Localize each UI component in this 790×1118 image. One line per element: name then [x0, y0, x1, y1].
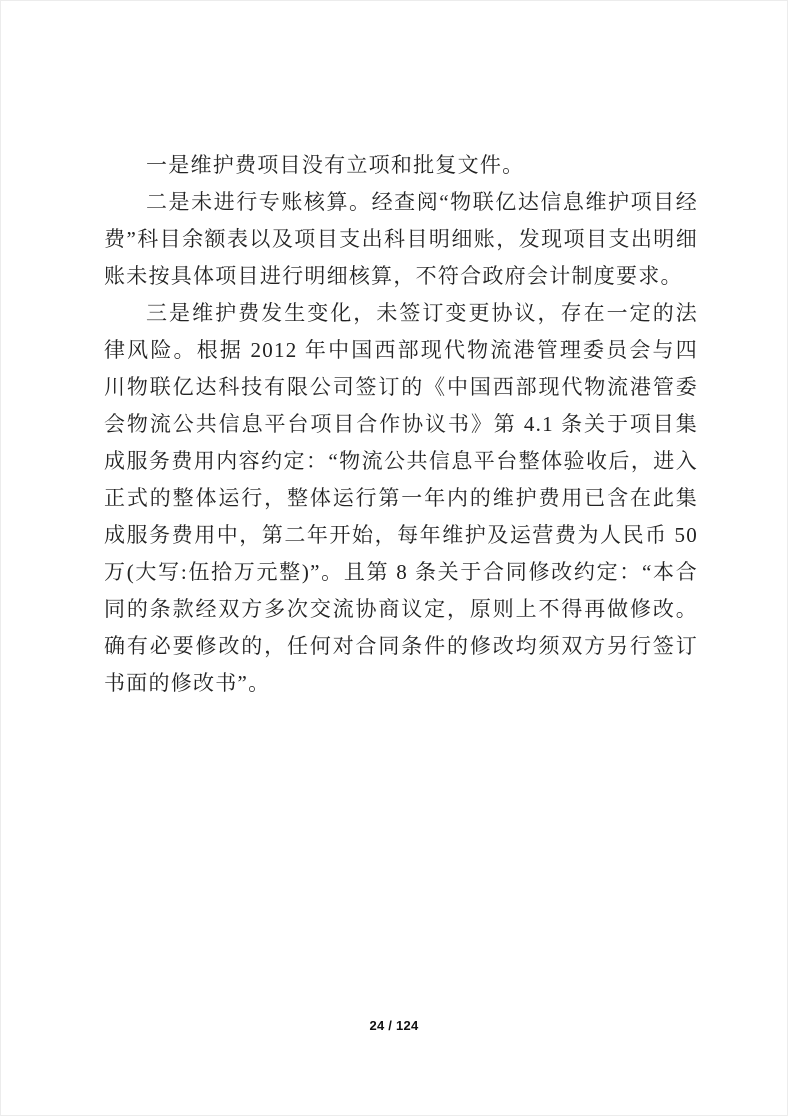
paragraph-no-separate-accounting: 二是未进行专账核算。经查阅“物联亿达信息维护项目经费”科目余额表以及项目支出科目明细账，发现项目支出明细账未按具体项目进行明细核算，不符合政府会计制度要求。	[104, 190, 698, 288]
paragraph-maintenance-fee-change-legal-risk: 三是维护费发生变化，未签订变更协议，存在一定的法律风险。根据 2012 年中国西部现代物流港管理委员会与四川物联亿达科技有限公司签订的《中国西部现代物流港管委会物流公共信息平台项目合作协议书》第 4.1 条关于项目集成服务费用内容约定：“物流公共信息平台整体验收后，进入正式的整体运行，整体运行第一年内的维护费用已含在此集成服务费用中，第二年开始，每年维护及运营费为人民币 50 万(大写:伍拾万元整)”。且第 8 条关于合同修改约定：“本合同的条款经双方多次交流协商议定，原则上不得再做修改。确有必要修改的，任何对合同条件的修改均须双方另行签订书面的修改书”。	[104, 301, 698, 695]
page-footer	[1, 1017, 787, 1035]
paragraph-maintenance-fee-no-approval: 一是维护费项目没有立项和批复文件。	[146, 153, 525, 177]
page-indicator: 24 / 124	[369, 1018, 419, 1033]
document-body	[104, 147, 698, 702]
